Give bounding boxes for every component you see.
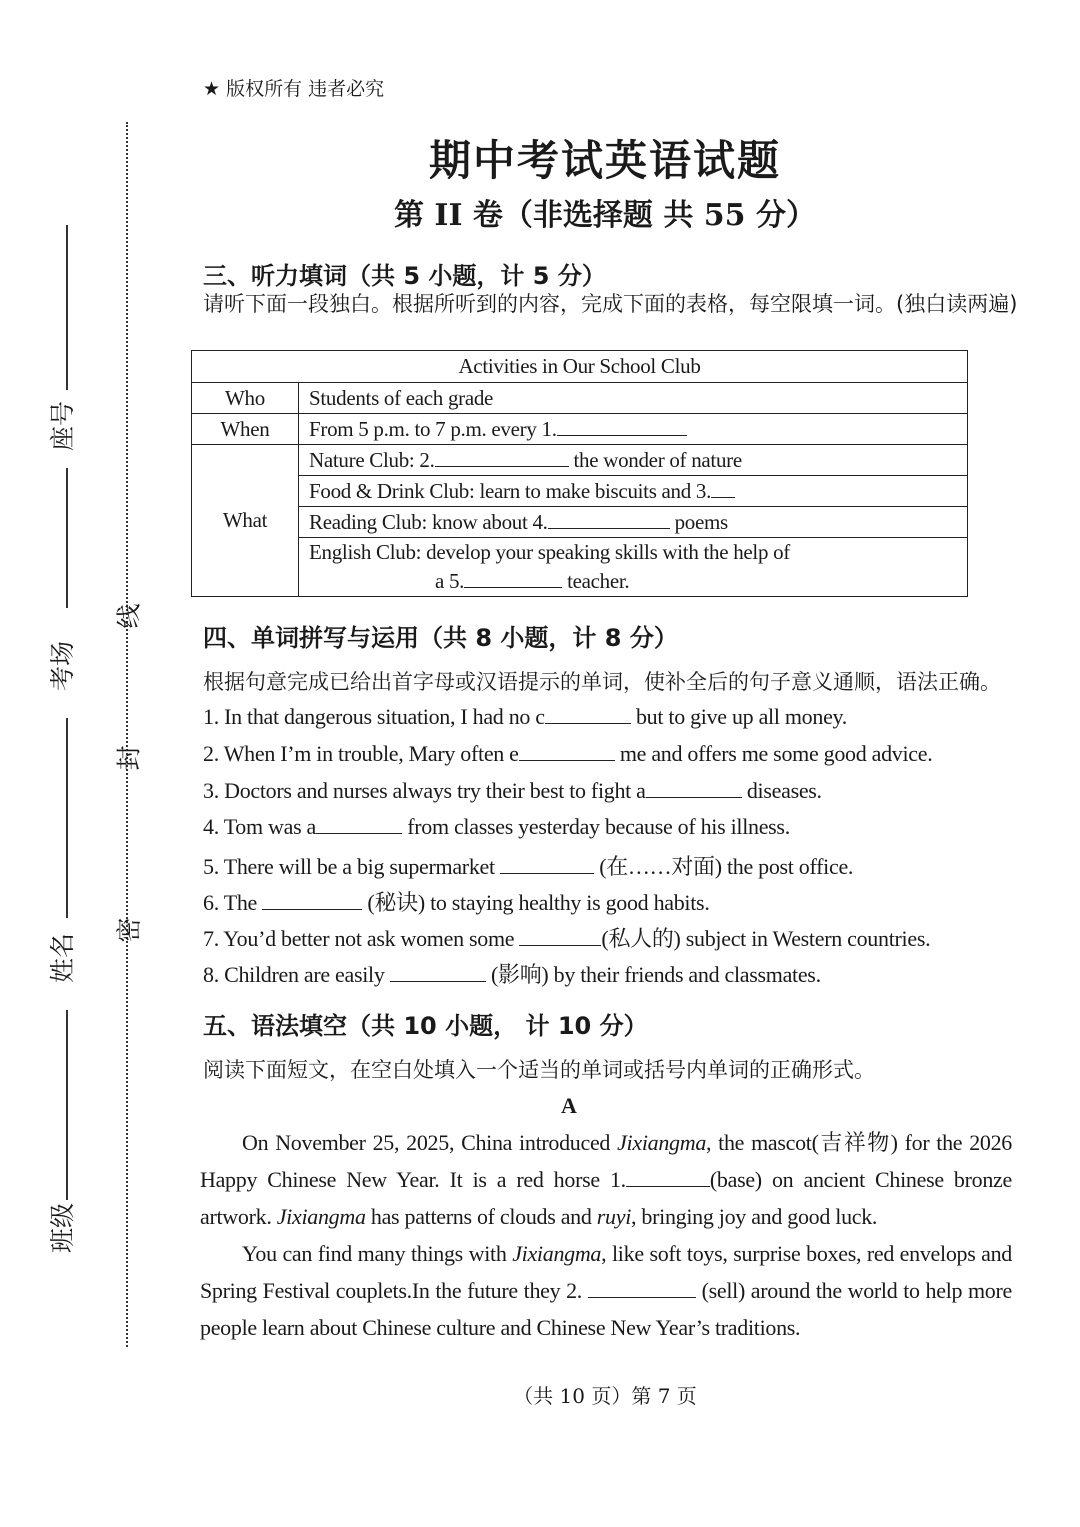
section4-title: 四、单词拼写与运用（共 8 小题，计 8 分） [203,624,678,652]
item-text-end: but to give up all money. [635,704,848,729]
exam-room-underline [66,468,68,608]
english-club-text-end: teacher. [567,569,630,593]
text: Jixiangma [512,1241,602,1266]
passage-paragraph-2 [200,1235,1012,1346]
spelling-item-3 [203,778,822,804]
food-club-text: Food & Drink Club: learn to make biscuits and 3. [309,478,712,503]
text: (base) on ancient Chinese bronze artwork. [200,1167,1012,1229]
answer-blank[interactable] [519,742,615,761]
english-cell [299,538,968,597]
seal-dotted-line [126,122,128,1347]
text: Jixiangma [617,1130,707,1155]
item-text-end: (影响) by their friends and classmates. [490,962,821,987]
answer-blank-3[interactable] [711,479,735,498]
spelling-item-5 [203,850,853,881]
item-text: 3. Doctors and nurses always try their best to fight a [203,778,646,803]
section3-title: 三、听力填词（共 5 小题，计 5 分） [203,262,606,290]
seal-char-mi: 密 [114,917,144,943]
answer-blank[interactable] [500,855,594,874]
answer-blank[interactable] [545,705,631,724]
spelling-item-1 [203,704,847,730]
nature-cell [299,445,968,476]
item-text: 4. Tom was a [203,814,316,839]
item-text: 8. Children are easily [203,962,385,987]
page-subtitle: 第 II 卷（非选择题 共 55 分） [393,198,817,233]
answer-blank-5[interactable] [464,569,562,588]
item-text: 6. The [203,890,258,915]
reading-club-text-end: poems [674,509,728,534]
activities-table [191,350,968,597]
answer-blank[interactable] [646,779,742,798]
passage-paragraph-1 [200,1124,1012,1235]
class-label: 班级 [48,1202,78,1254]
seat-label: 座号 [48,400,78,452]
what-label: What [192,445,299,597]
section5-title: 五、语法填空（共 10 小题， 计 10 分） [203,1012,648,1040]
item-text: 1. In that dangerous situation, I had no c [203,704,545,729]
passage-label: A [561,1093,577,1118]
english-club-text-2: a 5. [435,569,465,593]
name-label: 姓名 [48,932,78,984]
passage-a [200,1124,1012,1346]
answer-blank-4[interactable] [548,510,670,529]
spelling-item-2 [203,741,932,767]
answer-blank[interactable] [519,927,601,946]
name-underline [66,718,68,918]
item-text-end: from classes yesterday because of his illness. [407,814,790,839]
item-text: 5. There will be a big supermarket [203,854,495,879]
spelling-item-8 [203,958,821,989]
answer-blank[interactable] [390,963,486,982]
item-text-end: (秘诀) to staying healthy is good habits. [367,890,710,915]
who-value: Students of each grade [299,383,968,414]
item-text: 7. You’d better not ask women some [203,926,515,951]
answer-blank-2[interactable] [435,448,569,467]
nature-club-text-end: the wonder of nature [573,447,742,472]
spelling-item-7 [203,922,930,953]
answer-blank[interactable] [262,891,362,910]
spelling-item-6 [203,886,710,917]
text: , bringing joy and good luck. [631,1204,878,1229]
english-club-text: English Club: develop your speaking skills with the help of [309,540,790,564]
text: On November 25, 2025, China introduced [242,1130,618,1155]
table-heading: Activities in Our School Club [192,351,968,383]
seal-char-feng: 封 [114,745,144,771]
answer-blank-passage-1[interactable] [626,1168,710,1187]
text: , the mascot(吉祥物) for the 2026 Happy Chinese New Year. It is a red horse 1. [200,1130,1012,1192]
text: Jixiangma [276,1204,366,1229]
page-footer: （共 10 页）第 7 页 [513,1384,697,1408]
item-text-end: me and offers me some good advice. [619,741,933,766]
text: (sell) around the world to help more people learn about Chinese culture and Chinese New Year’s traditions. [200,1278,1012,1340]
text: ruyi [596,1204,632,1229]
seal-char-xian: 线 [114,603,144,629]
answer-blank-1[interactable] [557,417,687,436]
item-text: 2. When I’m in trouble, Mary often e [203,741,519,766]
seat-underline [66,225,68,390]
spelling-item-4 [203,814,790,840]
text: You can find many things with [242,1241,513,1266]
text: , like soft toys, surprise boxes, red envelops and Spring Festival couplets.In the future they 2. [200,1241,1013,1303]
item-text-end: (在……对面) the post office. [599,854,854,879]
text: has patterns of clouds and [365,1204,597,1229]
section5-instruction: 阅读下面短文，在空白处填入一个适当的单词或括号内单词的正确形式。 [203,1058,875,1082]
answer-blank-passage-2[interactable] [588,1279,696,1298]
when-cell [299,414,968,445]
reading-club-text: Reading Club: know about 4. [309,509,548,534]
answer-blank[interactable] [316,815,402,834]
section3-instruction: 请听下面一段独白。根据所听到的内容，完成下面的表格，每空限填一词。(独白读两遍) [203,292,1018,316]
section4-instruction: 根据句意完成已给出首字母或汉语提示的单词，使补全后的句子意义通顺，语法正确。 [203,670,1001,694]
when-value: From 5 p.m. to 7 p.m. every 1. [309,416,557,441]
copyright-notice: ★ 版权所有 违者必究 [203,78,385,100]
nature-club-text: Nature Club: 2. [309,447,435,472]
who-label: Who [192,383,299,414]
reading-cell [299,507,968,538]
when-label: When [192,414,299,445]
food-cell [299,476,968,507]
page-title: 期中考试英语试题 [428,136,781,185]
item-text-end: (私人的) subject in Western countries. [601,926,931,951]
exam-room-label: 考场 [48,640,78,692]
item-text-end: diseases. [746,778,822,803]
